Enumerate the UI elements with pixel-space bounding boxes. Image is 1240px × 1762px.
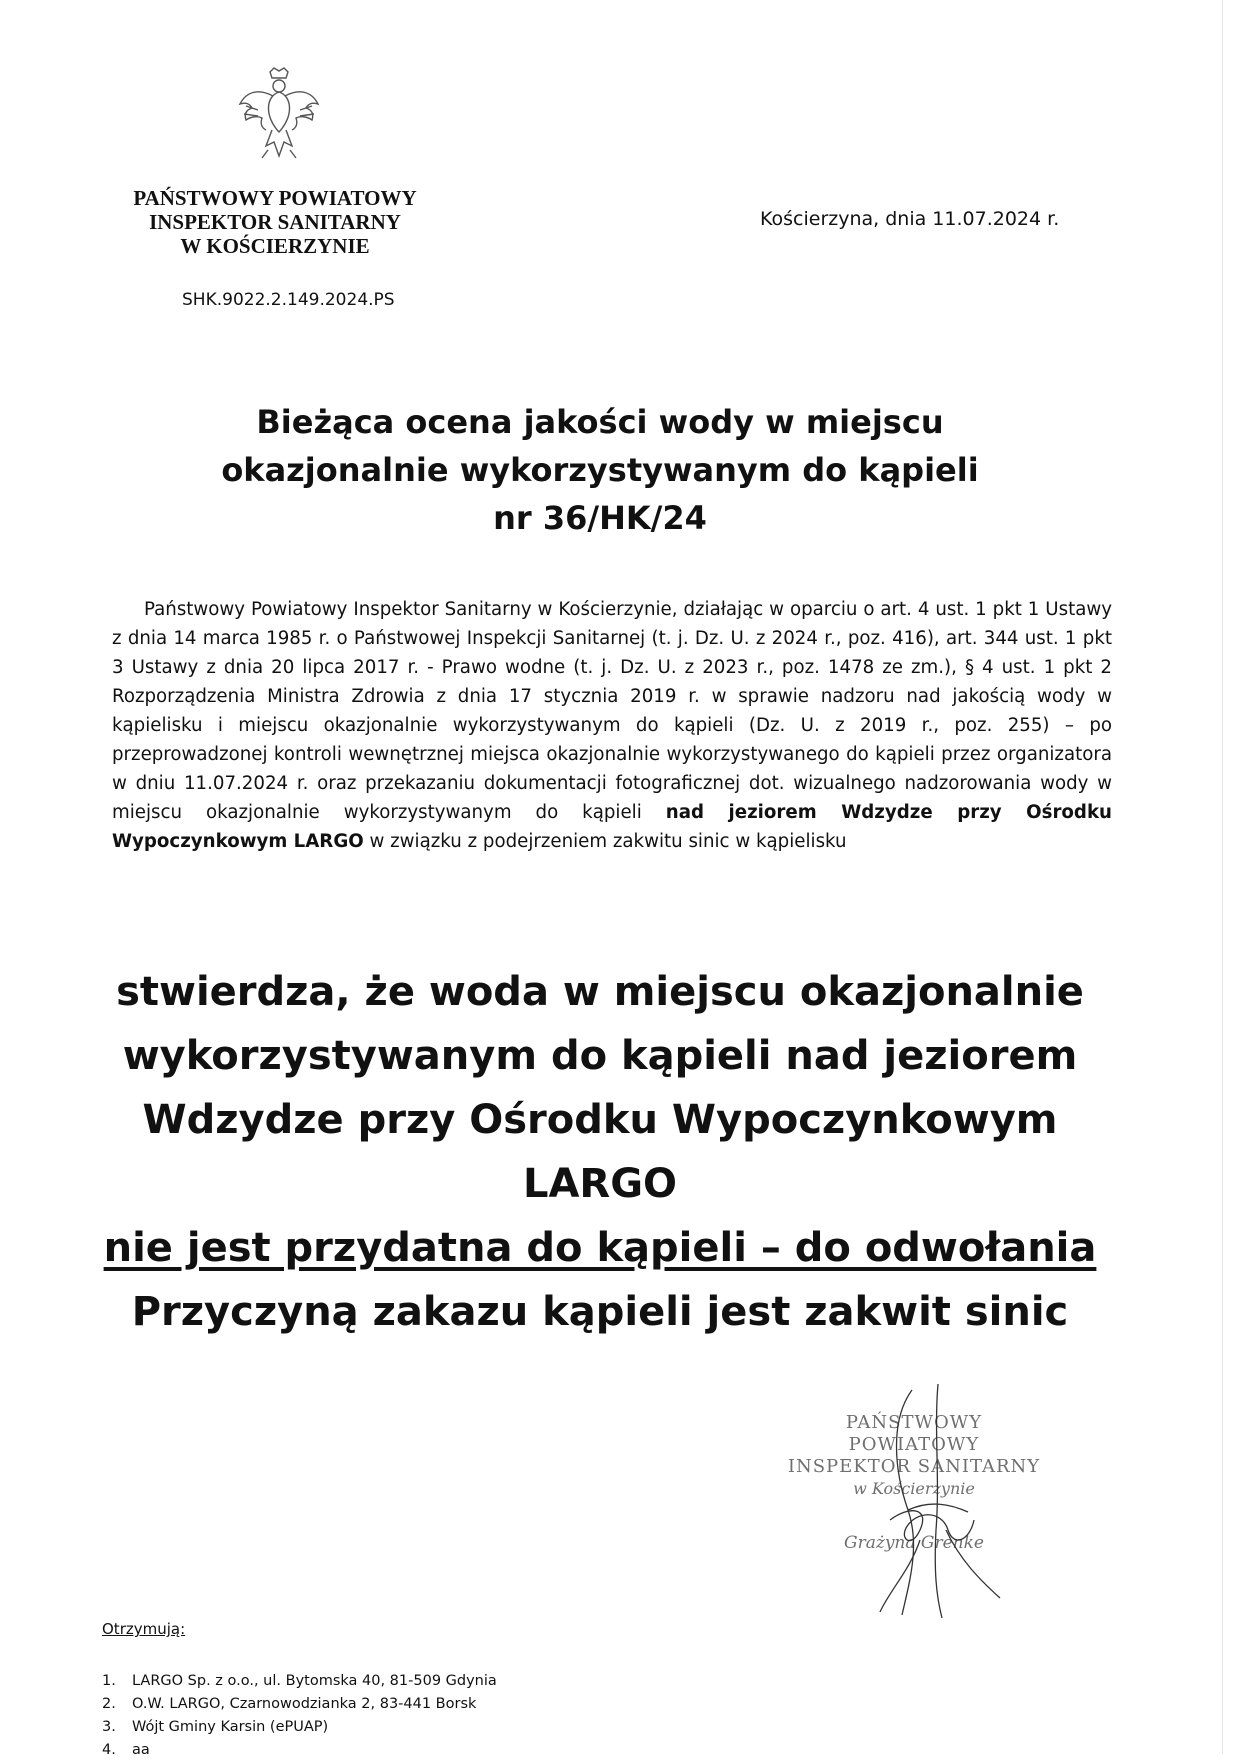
list-item-text: aa: [132, 1742, 150, 1758]
reference-number: SHK.9022.2.149.2024.PS: [182, 290, 395, 310]
list-item: [102, 1739, 497, 1762]
title-line: Bieżąca ocena jakości wody w miejscu: [256, 403, 944, 441]
list-item-number: 4.: [102, 1742, 116, 1758]
list-item: [102, 1670, 497, 1693]
list-item-number: 3.: [102, 1719, 116, 1735]
place-date: Kościerzyna, dnia 11.07.2024 r.: [760, 208, 1060, 230]
verdict-line: stwierdza, że woda w miejscu okazjonalnie: [116, 969, 1084, 1015]
recipients-list: [102, 1670, 497, 1762]
verdict-line: Wdzydze przy Ośrodku Wypoczynkowym: [142, 1097, 1058, 1143]
handwritten-signature-icon: [850, 1380, 1010, 1620]
title-line: okazjonalnie wykorzystywanym do kąpieli: [221, 451, 979, 489]
list-item-number: 1.: [102, 1673, 116, 1689]
issuer-name: [110, 186, 440, 258]
verdict-block: [100, 960, 1100, 1344]
stamp-line: PAŃSTWOWY POWIATOWY: [845, 1412, 983, 1455]
issuer-line: INSPEKTOR SANITARNY: [149, 210, 401, 234]
issuer-line: PAŃSTWOWY POWIATOWY: [133, 186, 417, 210]
body-text-part1: Państwowy Powiatowy Inspektor Sanitarny w Kościerzynie, działając w oparciu o art. 4 ust. 1 pkt 1 Ustawy z dnia 14 marca 1985 r. o Państwowej Inspekcji Sanitarnej (t. j. Dz. U. z 2024 r., poz. 416), art. 344 ust. 1 pkt 3 Ustawy z dnia 20 lipca 2017 r. - Prawo wodne (t. j. Dz. U. z 2023 r., poz. 1478 ze zm.), § 4 ust. 1 pkt 2 Rozporządzenia Ministra Zdrowia z dnia 17 stycznia 2019 r. w sprawie nadzoru nad jakością wody w kąpielisku i miejscu okazjonalnie wykorzystywanym do kąpieli (Dz. U. z 2019 r., poz. 255) – po przeprowadzonej kontroli wewnętrznej miejsca okazjonalnie wykorzystywanego do kąpieli przez organizatora w dniu 11.07.2024 r. oraz przekazaniu dokumentacji fotograficznej dot. wizualnego nadzorowania wody w miejscu okazjonalnie wykorzystywanym do kąpieli: [112, 599, 1112, 823]
list-item: [102, 1716, 497, 1739]
stamp-name: Grażyna Grenke: [844, 1533, 984, 1553]
body-text-bold: nad jeziorem Wdzydze przy Ośrodku Wypoczynkowym LARGO: [112, 802, 1112, 852]
scan-edge-line: [1222, 0, 1223, 1754]
issuer-line: W KOŚCIERZYNIE: [180, 234, 370, 258]
list-item-text: Wójt Gminy Karsin (ePUAP): [132, 1719, 329, 1735]
body-text-part2: w związku z podejrzeniem zakwitu sinic w kąpielisku: [363, 831, 847, 852]
list-item: [102, 1693, 497, 1716]
list-item-text: LARGO Sp. z o.o., ul. Bytomska 40, 81-509 Gdynia: [132, 1673, 497, 1689]
title-line: nr 36/HK/24: [493, 499, 707, 537]
body-paragraph: [112, 595, 1112, 856]
list-item-number: 2.: [102, 1696, 116, 1712]
verdict-underlined: nie jest przydatna do kąpieli – do odwołania: [103, 1225, 1097, 1271]
stamp-line: w Kościerzynie: [853, 1479, 975, 1498]
verdict-line: wykorzystywanym do kąpieli nad jeziorem: [122, 1033, 1078, 1079]
recipients-heading: Otrzymują:: [102, 1620, 186, 1638]
verdict-reason: Przyczyną zakazu kąpieli jest zakwit sinic: [131, 1289, 1069, 1335]
list-item-text: O.W. LARGO, Czarnowodzianka 2, 83-441 Borsk: [132, 1696, 477, 1712]
polish-eagle-emblem-icon: [236, 66, 322, 162]
stamp-line: INSPEKTOR SANITARNY: [787, 1456, 1041, 1477]
document-title: [200, 398, 1000, 542]
verdict-line: LARGO: [522, 1161, 678, 1207]
